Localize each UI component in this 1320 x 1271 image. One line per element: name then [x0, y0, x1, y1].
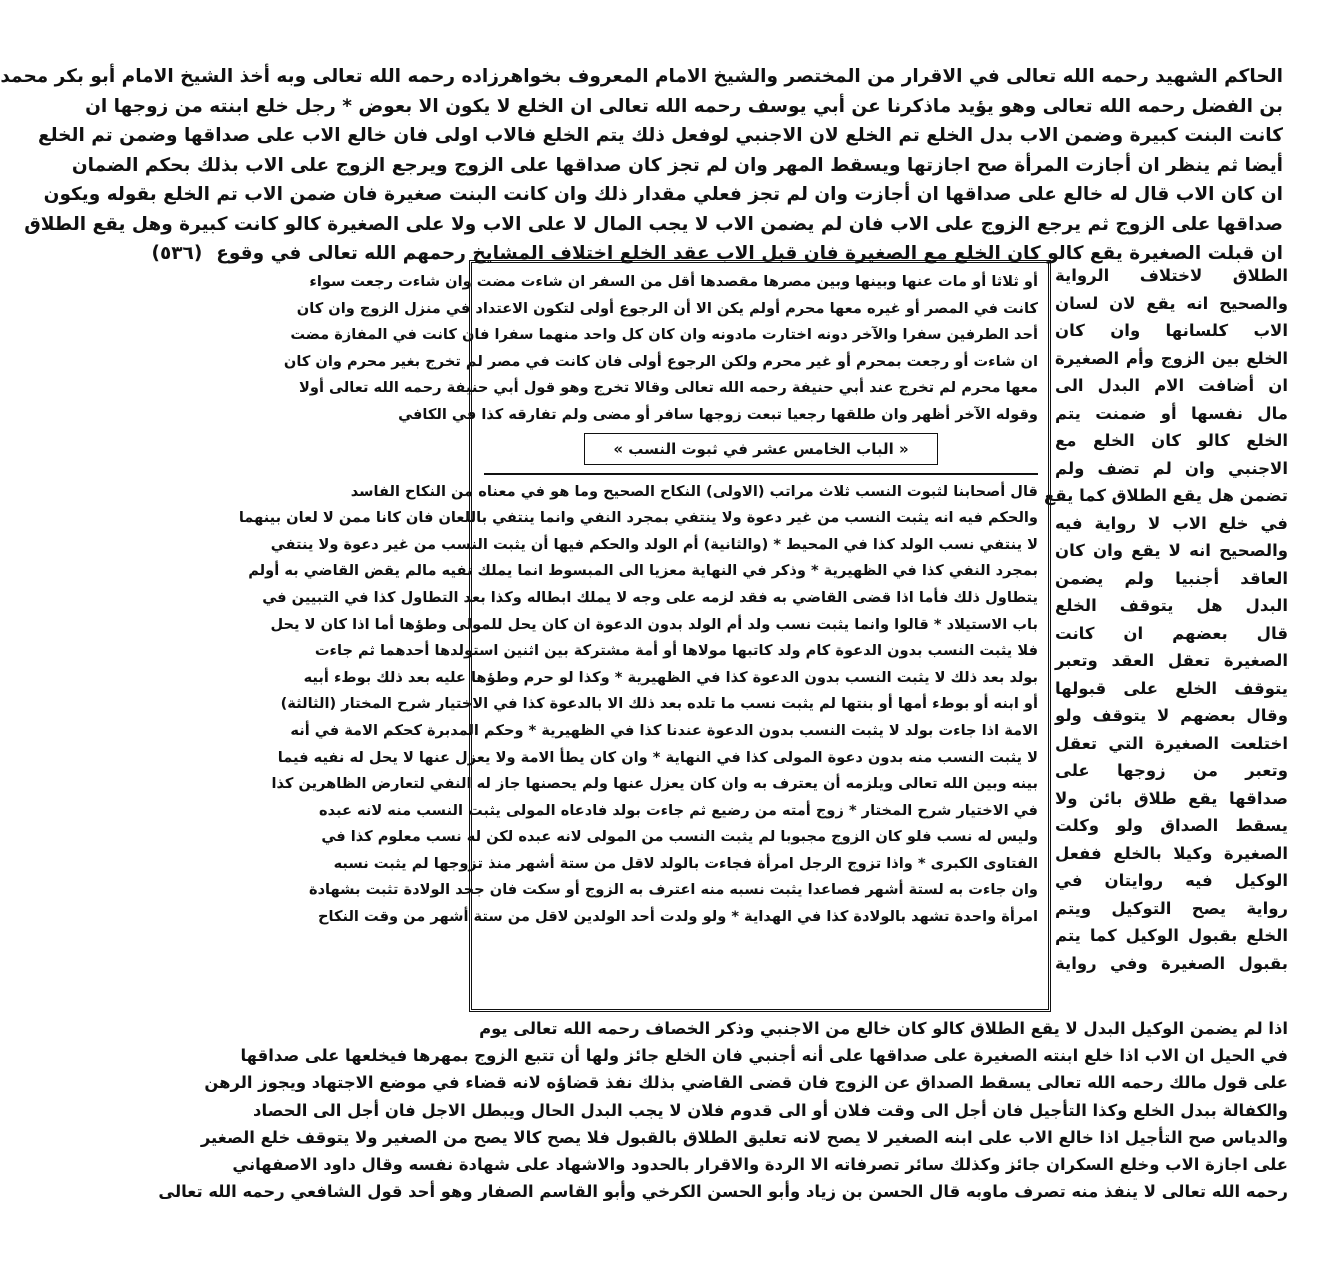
- box-line: الامة اذا جاءت بولد لا يثبت النسب بدون الدعوة عندنا كذا في الظهيرية * وحكم المدبرة كحكم الامة في أنه: [290, 721, 1038, 739]
- margin-line: الوكيل فيه روايتان في: [1055, 871, 1288, 890]
- margin-line: يسقط الصداق ولو وكلت: [1055, 816, 1288, 835]
- box-line: بولد بعد ذلك لا يثبت النسب بدون الدعوة كذا في الظهيرية * وكذا لو حرم وطؤها عليه بعد ذلك بوطء أبيه: [303, 668, 1038, 686]
- bottom-line: والدياس صح التأجيل اذا خالع الاب على ابنه الصغير لا يصح لانه تعليق الطلاق بالقبول فلا يصح كالا يصح من الصغير ولا يتوقف خلع الصغير: [200, 1127, 1288, 1147]
- margin-line: يتوقف الخلع على قبولها: [1055, 678, 1288, 698]
- box-line: لا يثبت النسب منه بدون دعوة المولى كذا في النهاية * وان كان يطأ الامة ولا يعزل عنها لا يحل له نفيه فيما: [277, 748, 1038, 766]
- top-text-block: [0, 62, 1283, 269]
- margin-line: وقال بعضهم لا يتوقف ولو: [1055, 706, 1288, 725]
- box-line: بمجرد النفي كذا في الظهيرية * وذكر في النهاية معزيا الى المبسوط انما يملك نفيه مالم يقض القاضي به أولم: [248, 562, 1038, 580]
- top-line: أيضا ثم ينظر ان أجازت المرأة صح اجازتها ويسقط المهر وان لم تجز كان صداقها على الزوج ويرجع الزوج على الاب بذلك بحكم الضمان: [71, 154, 1283, 176]
- top-line: كانت البنت كبيرة وضمن الاب بدل الخلع تم الخلع لان الاجنبي لوفعل ذلك يتم الخلع فالاب اولى فان خالع الاب على صداقها وضمن تم الخلع: [37, 125, 1283, 146]
- box-line: كانت في المصر أو غيره معها محرم أولم يكن الا أن الرجوع أولى لتكون الاعتداد في منزل الزوج وان كان: [296, 299, 1038, 317]
- top-line: ان كان الاب قال له خالع على صداقها ان أجازت وان لم تجز فعلي مقدار ذلك وان كانت البنت صغيرة فان ضمن الاب تم الخلع بقوله ويكون: [43, 184, 1283, 205]
- box-line: والحكم فيه انه يثبت النسب من غير دعوة ولا ينتفي بمجرد النفي وانما ينتفي باللعان فان كانا ممن لا لعان بينهما: [238, 509, 1038, 527]
- bottom-text-block: [158, 1015, 1288, 1205]
- box-line: امرأة واحدة تشهد بالولادة كذا في الهداية * ولو ولدت أحد الولدين لاقل من ستة أشهر من وقت النكاح: [318, 908, 1038, 926]
- margin-gloss-column: [1044, 262, 1288, 1014]
- bottom-line: على اجازة الاب وخلع السكران جائز وكذلك سائر تصرفاته الا الردة والاقرار بالحدود والاشهاد على شهادة نفسه وقال داود الاصفهاني: [232, 1154, 1288, 1174]
- box-line: أو ثلاثا أو مات عنها وبينها وبين مصرها مقصدها أقل من السفر ان شاءت مضت وان شاءت رجعت سواء: [309, 273, 1038, 290]
- margin-line: والصحيح انه يقع لان لسان: [1055, 293, 1288, 313]
- margin-line: العاقد أجنبيا ولم يضمن: [1055, 568, 1288, 588]
- top-line: الحاكم الشهيد رحمه الله تعالى في الاقرار من المختصر والشيخ الامام المعروف بخواهرزاده رحمه الله تعالى وبه أخذ الشيخ الامام أبو بكر محمد: [0, 66, 1283, 87]
- bottom-line: على قول مالك رحمه الله تعالى يسقط الصداق عن الزوج فان قضى القاضي بذلك نفذ قضاؤه لانه قضاء في موضع الاجتهاد ويجوز الرهن: [204, 1073, 1288, 1093]
- box-line: ان شاءت أو رجعت بمحرم أو غير محرم ولكن الرجوع أولى فان كانت في مصر لم تخرج بغير محرم وان كان: [283, 352, 1038, 370]
- margin-line: رواية يصح التوكيل ويتم: [1055, 898, 1288, 918]
- margin-line: الخلع بين الزوج وأم الصغيرة: [1055, 348, 1288, 368]
- margin-line: قال بعضهم ان كانت: [1055, 623, 1288, 643]
- margin-line: والصحيح انه لا يقع وان كان: [1055, 541, 1288, 560]
- main-text-box: [238, 260, 1051, 1012]
- box-line: باب الاستيلاد * قالوا وانما يثبت نسب ولد أم الولد بدون الدعوة ان كان يحل للمولى وطؤها أما اذا كان لا يحل: [270, 615, 1038, 633]
- margin-line: بقبول الصغيرة وفي رواية: [1055, 953, 1288, 973]
- margin-line: الصغيرة تعقل العقد وتعبر: [1055, 651, 1288, 670]
- margin-line: الطلاق لاختلاف الرواية: [1055, 266, 1288, 285]
- box-line: معها محرم لم تخرج عند أبي حنيفة رحمه الله تعالى وقالا تخرج وهو قول أبي حنيفة رحمه الله تعالى أولا: [299, 379, 1038, 397]
- divider: [484, 473, 1038, 475]
- margin-line: صداقها يقع طلاق بائن ولا: [1055, 788, 1288, 808]
- margin-line: الاب كلسانها وان كان: [1055, 321, 1288, 340]
- margin-line: في خلع الاب لا رواية فيه: [1055, 513, 1288, 533]
- margin-line: وتعبر من زوجها على: [1055, 761, 1288, 780]
- box-line: يتطاول ذلك فأما اذا قضى القاضي به فقد لزمه على وجه لا يملك ابطاله وكذا بعد التطاول كذا في التبيين في: [262, 588, 1038, 606]
- box-line: وان جاءت به لستة أشهر فصاعدا يثبت نسبه منه اعترف به الزوج أو سكت فان جحد الولادة تثبت بشهادة: [308, 881, 1038, 899]
- box-line: أو ابنه أو بوطء أمها أو بنتها لم يثبت نسب ما تلده بعد ذلك الا بالدعوة كذا في الاختيار شرح المختار (الثالثة): [280, 695, 1038, 713]
- margin-line: ان أضافت الام البدل الى: [1055, 376, 1288, 395]
- top-line: ان قبلت الصغيرة يقع كالو كان الخلع مع الصغيرة فان قبل الاب عقد الخلع اختلاف المشايخ رحمهم الله تعالى في وقوع: [216, 243, 1283, 264]
- bottom-line: اذا لم يضمن الوكيل البدل لا يقع الطلاق كالو كان خالع من الاجنبي وذكر الخصاف رحمه الله تعالى يوم: [479, 1019, 1288, 1038]
- margin-line: مال نفسها أو ضمنت يتم: [1055, 403, 1288, 423]
- box-line: لا ينتفي نسب الولد كذا في المحيط * (والثانية) أم الولد والحكم فيها أن يثبت النسب من غير دعوة ولا ينتفي: [270, 535, 1038, 553]
- box-line: الفتاوى الكبرى * واذا تزوج الرجل امرأة فجاءت بالولد لاقل من ستة أشهر منذ تزوجها لم يثبت نسبه: [333, 854, 1038, 872]
- margin-line: الاجنبي وان لم تضف ولم: [1055, 458, 1288, 478]
- box-line: بينه وبين الله تعالى ويلزمه أن يعترف به وان كان يعزل عنها ولم يحصنها جاز له النفي لتعارض الظاهرين كذا: [271, 775, 1038, 793]
- box-line: وقوله الآخر أظهر وان طلقها رجعيا تبعت زوجها سافر أو مضى ولم تفارقه كذا في الكافي: [398, 405, 1038, 423]
- bottom-line: في الحيل ان الاب اذا خلع ابنته الصغيرة على صداقها على أنه أجنبي فان الخلع جائز ولها أن تتبع الزوج بمهرها فيخلعها على صداقها: [240, 1046, 1288, 1066]
- box-line: في الاختيار شرح المختار * زوج أمته من رضيع ثم جاءت بولد فادعاه المولى يثبت النسب منه لانه عبده: [318, 801, 1038, 819]
- page-number: (٥٣٦): [151, 243, 203, 264]
- bottom-line: رحمه الله تعالى لا ينفذ منه تصرف ماوبه قال الحسن بن زياد وأبو الحسن الكرخي وأبو القاسم الصفار وهو أحد قول الشافعي رحمه الله تعالى: [158, 1182, 1288, 1202]
- bottom-line: والكفالة ببدل الخلع وكذا التأجيل فان أجل الى وقت فلان أو الى قدوم فلان لا يجب البدل الحال ويبطل الاجل فان أجل الى الحصاد: [253, 1100, 1288, 1120]
- box-line: قال أصحابنا لثبوت النسب ثلاث مراتب (الاولى) النكاح الصحيح وما هو في معناه من النكاح الفاسد: [350, 482, 1038, 500]
- chapter-heading-wrap: [484, 433, 1038, 465]
- top-line: صداقها على الزوج ثم يرجع الزوج على الاب فان لم يضمن الاب لا يجب المال لا على الاب ولا على الصغيرة كالو كانت كبيرة وهل يقع الطلاق: [24, 213, 1283, 235]
- margin-line: الخلع بقبول الوكيل كما يتم: [1055, 926, 1288, 945]
- box-line: أحد الطرفين سفرا والآخر دونه اختارت مادونه وان كان كل واحد منهما سفرا فان كانت في المفازة مضت: [290, 326, 1038, 344]
- margin-line: تضمن هل يقع الطلاق كما يقع: [1044, 486, 1288, 505]
- margin-line: الخلع كالو كان الخلع مع: [1055, 431, 1288, 450]
- chapter-heading: « الباب الخامس عشر في ثبوت النسب »: [584, 433, 937, 465]
- box-line: فلا يثبت النسب بدون الدعوة كام ولد كاتبها مولاها أو أمة مشتركة بين اثنين استولدها أحدهما ثم جاءت: [314, 642, 1038, 660]
- margin-line: البدل هل يتوقف الخلع: [1055, 596, 1288, 615]
- top-line: بن الفضل رحمه الله تعالى وهو يؤيد ماذكرنا عن أبي يوسف رحمه الله تعالى ان الخلع لا يكون الا بعوض * رجل خلع ابنته من زوجها ان: [85, 95, 1283, 117]
- margin-line: اختلعت الصغيرة التي تعقل: [1055, 733, 1288, 753]
- margin-line: الصغيرة وكيلا بالخلع ففعل: [1055, 843, 1288, 863]
- box-line: وليس له نسب فلو كان الزوج مجبوبا لم يثبت النسب من المولى لانه عبده لكن له نسب معلوم كذا في: [321, 828, 1038, 846]
